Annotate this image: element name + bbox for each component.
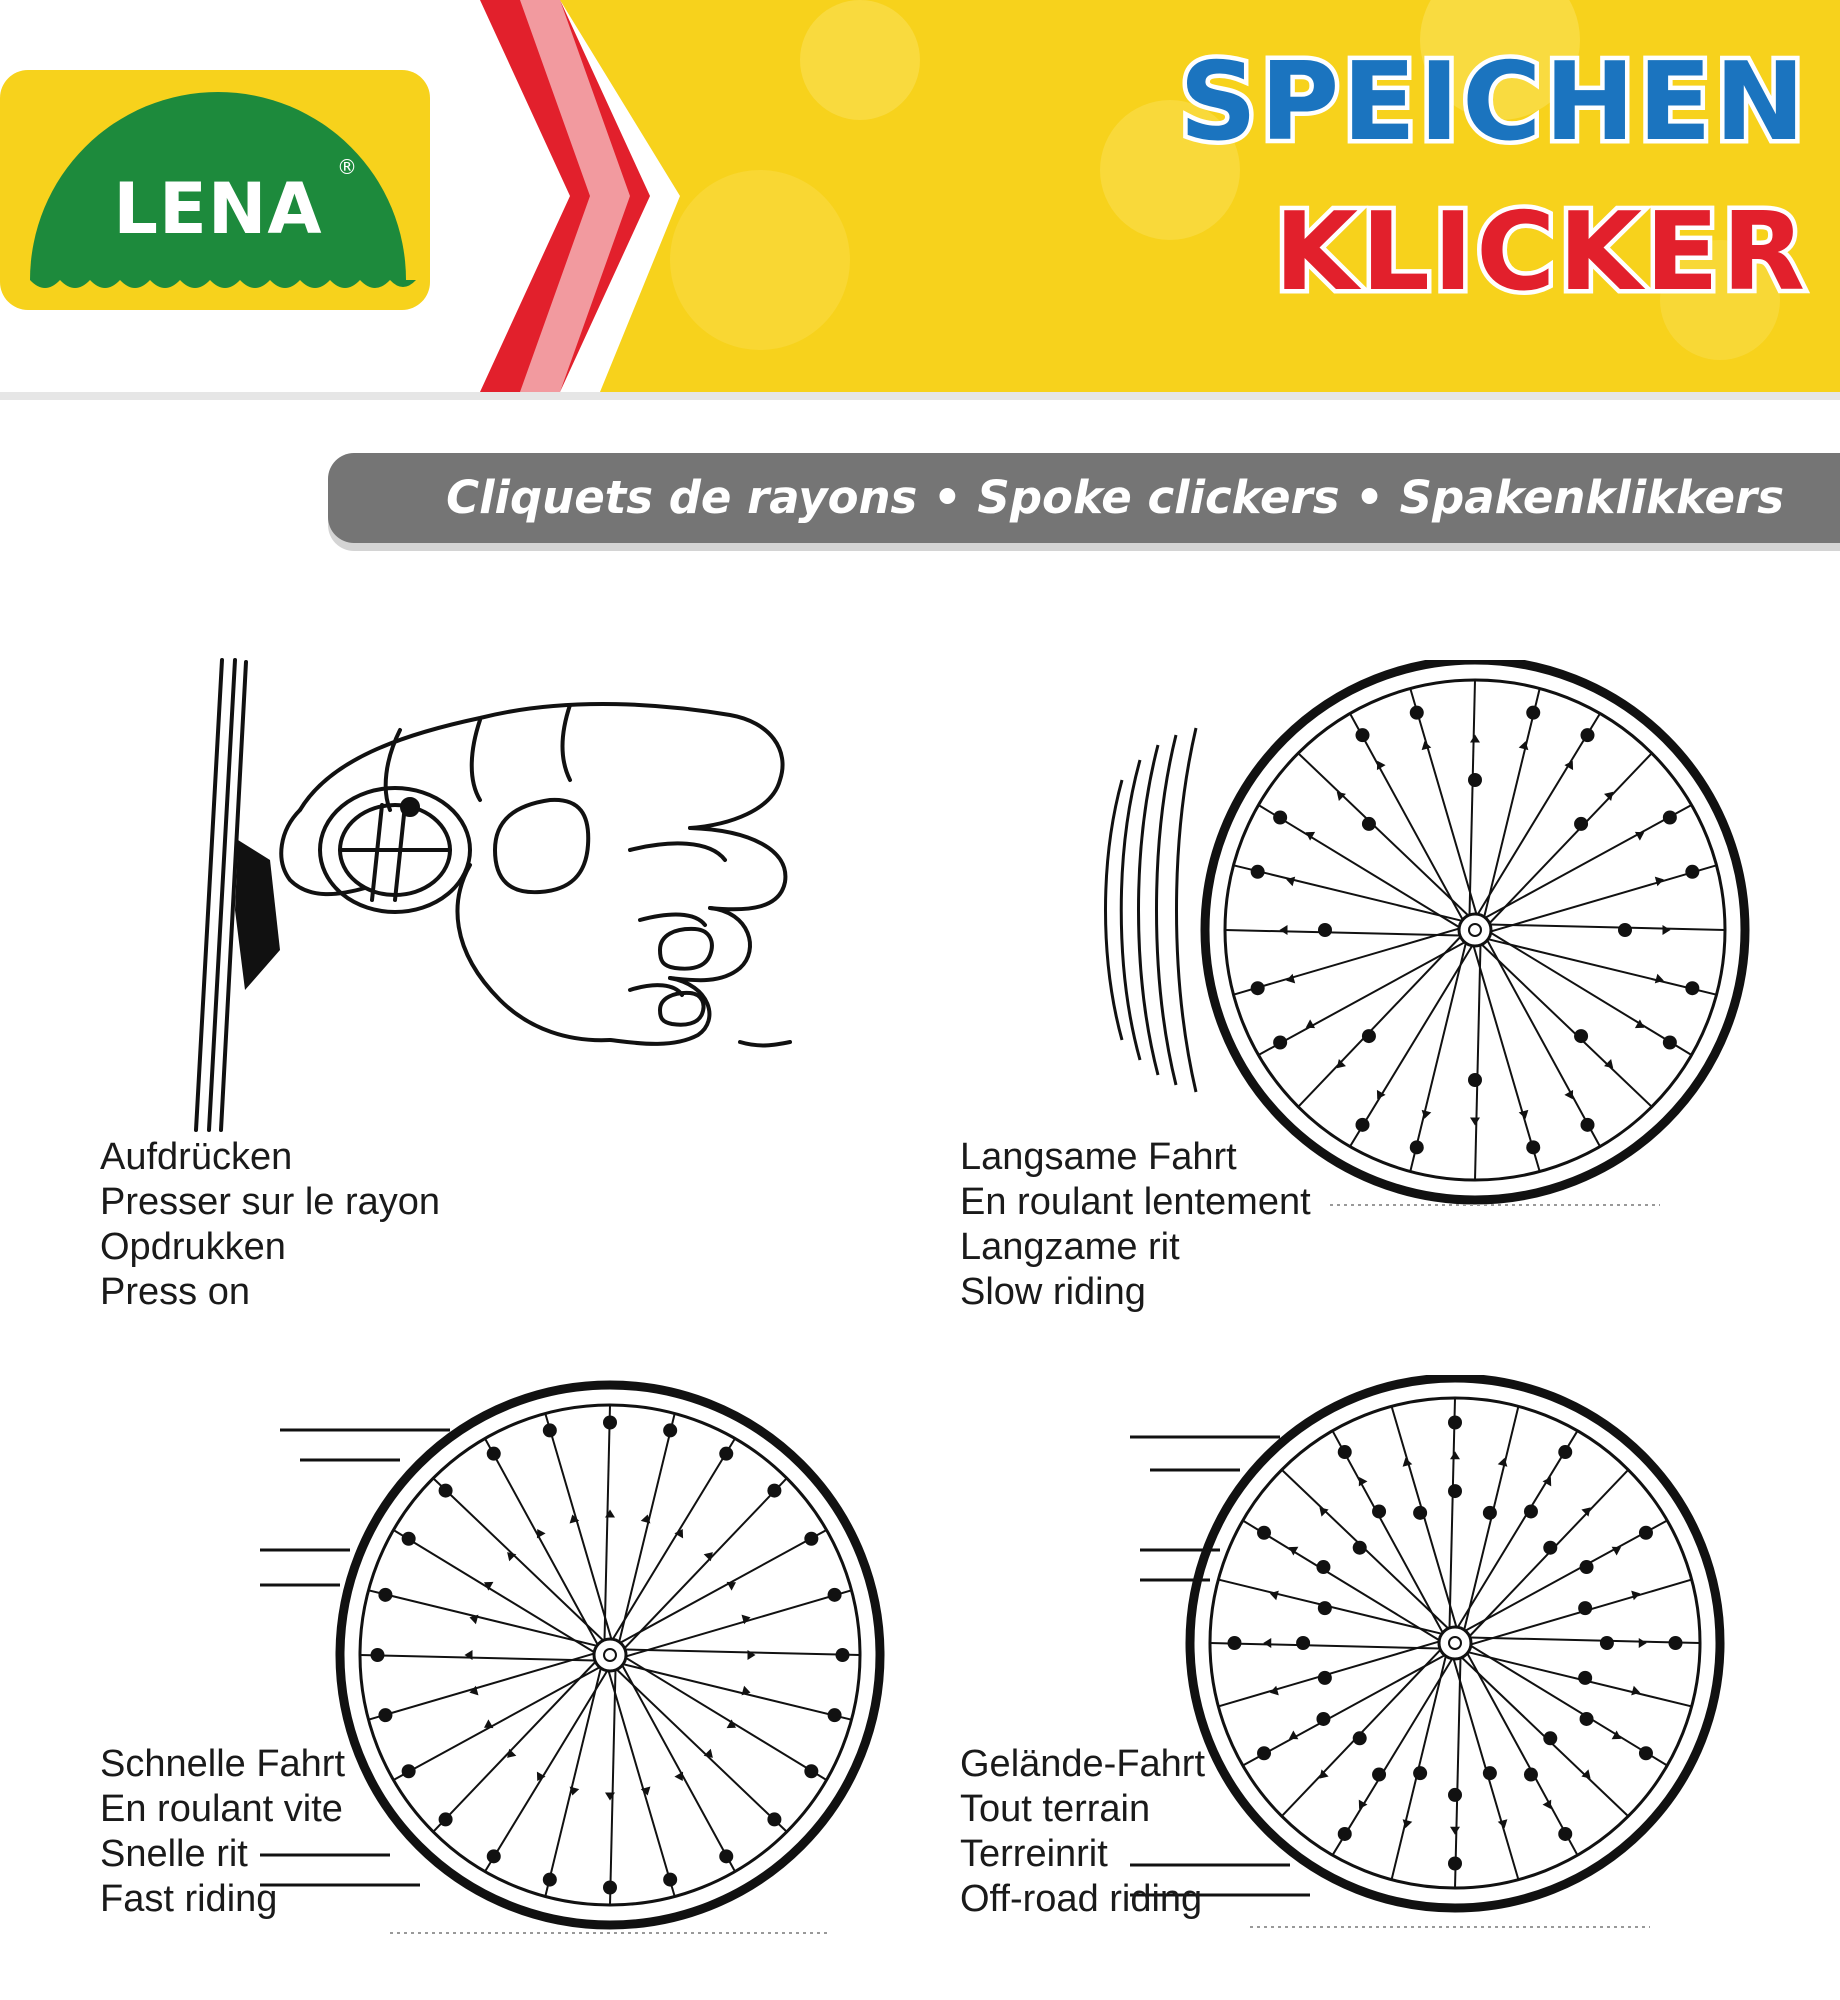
caption-fast-riding (100, 1742, 345, 1922)
clicker-bead (1524, 1768, 1538, 1782)
clicker-bead (1273, 1036, 1287, 1050)
clicker-bead (1413, 1766, 1427, 1780)
clicker-bead (603, 1416, 617, 1430)
caption-line: Off-road riding (960, 1878, 1203, 1920)
clicker-bead (1580, 1712, 1594, 1726)
clicker-bead (1448, 1857, 1462, 1871)
spoke (1243, 1521, 1439, 1641)
spoke (1410, 689, 1476, 915)
spoke (605, 1405, 610, 1640)
clicker-bead (1574, 1029, 1588, 1043)
spoke (545, 1668, 601, 1896)
clicker-bead (1273, 811, 1287, 825)
clicker-bead (1251, 865, 1265, 879)
clicker-bead (402, 1764, 416, 1778)
spoke (1475, 945, 1480, 1180)
clicker-bead (1483, 1766, 1497, 1780)
spoke (1471, 1646, 1667, 1766)
spoke (1350, 946, 1472, 1147)
brand-logo-text: LENA (113, 168, 323, 250)
spoke (433, 1662, 595, 1832)
caption-line: Presser sur le rayon (100, 1181, 441, 1223)
clicker-bead (767, 1812, 781, 1826)
clicker-bead (1574, 817, 1588, 831)
clicker-bead (1543, 1541, 1557, 1555)
clicker-bead (371, 1648, 385, 1662)
clicker-bead (663, 1873, 677, 1887)
caption-line: Aufdrücken (100, 1136, 293, 1178)
spoke (1258, 805, 1459, 927)
caption-press-on (100, 1135, 440, 1315)
motion-arrow (1450, 1827, 1460, 1835)
clicker-bead (1251, 981, 1265, 995)
motion-arrow (1663, 925, 1671, 935)
clicker-bead (1639, 1746, 1653, 1760)
caption-line: En roulant vite (100, 1788, 343, 1830)
spoke (613, 1438, 735, 1639)
caption-line: Gelände-Fahrt (960, 1743, 1206, 1785)
caption-line: Tout terrain (960, 1788, 1151, 1830)
press-on-illustration (150, 650, 830, 1150)
clicker-bead (1318, 1601, 1332, 1615)
spoke (625, 1650, 860, 1655)
spoke (623, 1664, 851, 1720)
clicker-bead (1413, 1506, 1427, 1520)
spoke (393, 1667, 599, 1780)
spoke (1491, 865, 1717, 931)
spoke (1450, 1398, 1455, 1628)
caption-line: Langsame Fahrt (960, 1136, 1237, 1178)
clicker-bead (1448, 1788, 1462, 1802)
subtitle-bar (328, 453, 1840, 543)
spoke (619, 1414, 675, 1642)
clicker-bead (1669, 1636, 1683, 1650)
clicker-bead (1581, 1118, 1595, 1132)
clicker-bead (1410, 706, 1424, 720)
wheel (1190, 1378, 1720, 1908)
clicker-bead (1685, 981, 1699, 995)
title-speichen: SPEICHEN (1179, 40, 1808, 165)
spoke (1478, 713, 1600, 914)
clicker-bead (1362, 817, 1376, 831)
subtitle-text: Cliquets de rayons • Spoke clickers • Spakenklikkers (446, 471, 1784, 524)
clicker-bead (1468, 1073, 1482, 1087)
header-banner (0, 0, 1840, 400)
offroad-riding-illustration (1110, 1375, 1770, 1945)
fast-riding-illustration (250, 1375, 910, 1945)
clicker-bead (1338, 1445, 1352, 1459)
spoke (1465, 1521, 1667, 1631)
spoke (1467, 1653, 1577, 1855)
clicker-bead (1296, 1636, 1310, 1650)
spoke (1298, 753, 1468, 915)
spoke (625, 1478, 787, 1648)
spoke (1485, 805, 1691, 918)
clicker-bead (828, 1708, 842, 1722)
clicker-bead (1543, 1731, 1557, 1745)
caption-line: Slow riding (960, 1271, 1146, 1313)
clicker-bead (603, 1881, 617, 1895)
spoke (1333, 1659, 1453, 1855)
spoke (610, 1670, 615, 1905)
spoke (620, 1530, 826, 1643)
spoke (622, 1665, 735, 1871)
spoke (485, 1438, 598, 1644)
clicker-bead (1372, 1768, 1386, 1782)
title-klicker: KLICKER (1274, 190, 1808, 315)
spoke (1484, 689, 1540, 917)
caption-line: Snelle rit (100, 1833, 248, 1875)
spoke (1491, 933, 1692, 1055)
motion-arrow (1470, 735, 1480, 743)
caption-line: Press on (100, 1271, 250, 1313)
spoke (485, 1671, 607, 1872)
spoke (433, 1478, 603, 1640)
clicker-bead (439, 1484, 453, 1498)
spoke (1410, 943, 1466, 1171)
caption-slow-riding (960, 1135, 1311, 1315)
clicker-bead (1468, 773, 1482, 787)
clicker-bead (1524, 1504, 1538, 1518)
spoke (1487, 940, 1600, 1146)
spoke (1482, 945, 1652, 1107)
clicker-bead (719, 1849, 733, 1863)
spoke (1490, 925, 1725, 930)
spoke (1474, 946, 1540, 1172)
caption-offroad-riding (960, 1742, 1205, 1922)
clicker-bead (1353, 1541, 1367, 1555)
spoke (393, 1530, 594, 1652)
spoke (1488, 939, 1716, 995)
spoke (1458, 1431, 1578, 1627)
clicker-bead (1580, 1560, 1594, 1574)
caption-line: Langzame rit (960, 1226, 1180, 1268)
wheel (340, 1385, 880, 1925)
spoke (609, 1671, 675, 1897)
clicker-bead (1581, 728, 1595, 742)
clicker-bead (1639, 1526, 1653, 1540)
clicker-bead (1578, 1671, 1592, 1685)
clicker-bead (487, 1849, 501, 1863)
clicker-bead (1618, 923, 1632, 937)
clicker-bead (378, 1708, 392, 1722)
caption-line: Fast riding (100, 1878, 278, 1920)
clicker-bead (1228, 1636, 1242, 1650)
clicker-bead (1483, 1506, 1497, 1520)
spoke (1243, 1655, 1445, 1765)
caption-line: En roulant lentement (960, 1181, 1311, 1223)
clicker-bead (1448, 1484, 1462, 1498)
clicker-bead (402, 1532, 416, 1546)
clicker-bead (804, 1532, 818, 1546)
motion-arrow (674, 1772, 683, 1781)
clicker-bead (439, 1812, 453, 1826)
clicker-bead (1685, 865, 1699, 879)
clicker-bead (1558, 1445, 1572, 1459)
motion-arrow (1263, 1638, 1271, 1648)
spoke (1225, 930, 1460, 935)
spoke (617, 1670, 787, 1832)
spoke (1333, 1431, 1443, 1633)
clicker-bead (1257, 1526, 1271, 1540)
clicker-bead (719, 1447, 733, 1461)
clicker-bead (1316, 1560, 1330, 1574)
clicker-bead (1558, 1827, 1572, 1841)
spoke (369, 1654, 595, 1720)
clicker-bead (1372, 1504, 1386, 1518)
clicker-bead (543, 1423, 557, 1437)
clicker-bead (1356, 728, 1370, 742)
spoke (626, 1590, 852, 1656)
clicker-bead (1448, 1416, 1462, 1430)
clicker-bead (1318, 923, 1332, 937)
spoke (1490, 753, 1652, 923)
spoke (369, 1590, 597, 1646)
spoke (1258, 942, 1464, 1055)
spoke (1470, 1638, 1700, 1643)
clicker-bead (378, 1588, 392, 1602)
clicker-bead (1663, 1036, 1677, 1050)
clicker-bead (1578, 1601, 1592, 1615)
clicker-bead (836, 1648, 850, 1662)
spoke (545, 1414, 611, 1640)
clicker-bead (1353, 1731, 1367, 1745)
clicker-bead (1663, 811, 1677, 825)
spoke (626, 1658, 827, 1780)
clicker-bead (1526, 706, 1540, 720)
clicker-bead (487, 1447, 501, 1461)
clicker-bead (1410, 1140, 1424, 1154)
clicker-bead (1257, 1746, 1271, 1760)
clicker-bead (1338, 1827, 1352, 1841)
spoke (360, 1655, 595, 1660)
caption-line: Opdrukken (100, 1226, 286, 1268)
registered-mark: ® (337, 155, 357, 179)
motion-arrow (1639, 1638, 1647, 1648)
clicker-bead (1318, 1671, 1332, 1685)
caption-line: Terreinrit (960, 1833, 1108, 1875)
motion-arrow (727, 1582, 736, 1591)
spoke (1210, 1643, 1440, 1648)
spoke (1234, 865, 1462, 921)
clicker-bead (1362, 1029, 1376, 1043)
clicker-bead (804, 1764, 818, 1778)
motion-arrow (537, 1529, 546, 1538)
clicker-bead (663, 1423, 677, 1437)
wheel (1205, 660, 1745, 1200)
motion-arrow (1450, 1451, 1460, 1459)
caption-line: Schnelle Fahrt (100, 1743, 346, 1785)
clicker-bead (1600, 1636, 1614, 1650)
spoke (1234, 929, 1460, 995)
clicker-bead (1316, 1712, 1330, 1726)
spoke (1470, 680, 1475, 915)
spoke (1298, 937, 1460, 1107)
clicker-bead (767, 1484, 781, 1498)
clicker-bead (1356, 1118, 1370, 1132)
clicker-bead (543, 1873, 557, 1887)
spoke (1455, 1658, 1460, 1888)
clicker-bead (1526, 1140, 1540, 1154)
motion-arrow (484, 1719, 493, 1728)
motion-arrow (1470, 1118, 1480, 1126)
spoke (1350, 713, 1463, 919)
clicker-bead (828, 1588, 842, 1602)
motion-arrow (1280, 925, 1288, 935)
